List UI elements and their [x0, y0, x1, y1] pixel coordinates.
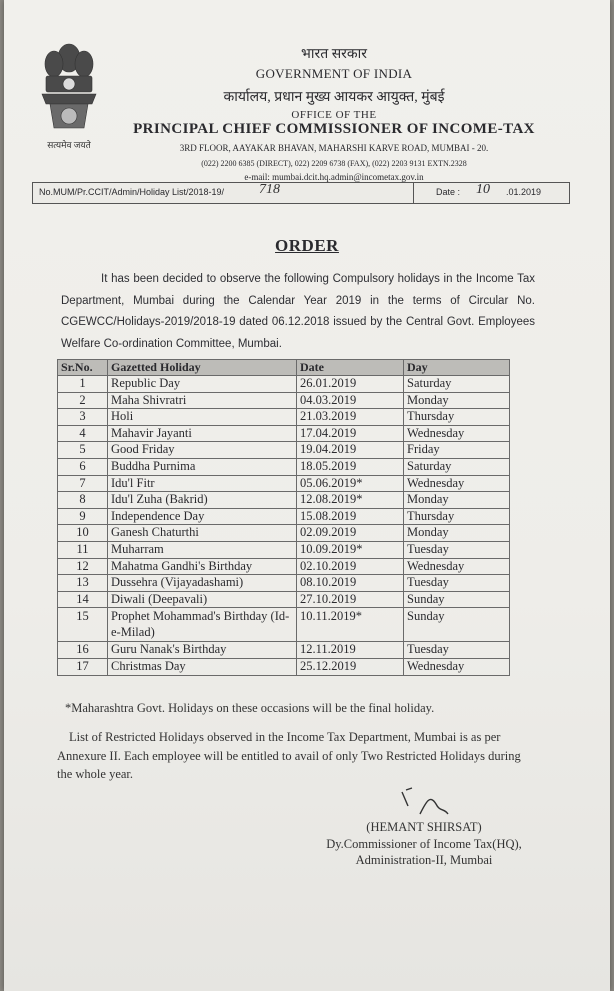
maharashtra-note: *Maharashtra Govt. Holidays on these occasions will be the final holiday.: [65, 701, 435, 715]
cell-date: 27.10.2019: [297, 591, 404, 608]
cell-date: 02.10.2019: [297, 558, 404, 575]
cell-srno: 7: [58, 475, 108, 492]
table-row: [58, 541, 510, 558]
reference-date: [413, 183, 569, 203]
cell-date: 12.08.2019*: [297, 492, 404, 509]
handwritten-number: 718: [259, 182, 280, 197]
cell-day: Wednesday: [404, 425, 510, 442]
table-row: [58, 525, 510, 542]
header-email: e-mail: mumbai.dcit.hq.admin@incometax.gov.in: [244, 172, 424, 182]
header-address: 3RD FLOOR, AAYAKAR BHAVAN, MAHARSHI KARVE ROAD, MUMBAI - 20.: [179, 143, 489, 153]
cell-day: Monday: [404, 525, 510, 542]
cell-date: 08.10.2019: [297, 575, 404, 592]
cell-date: 15.08.2019: [297, 508, 404, 525]
header-pcc: PRINCIPAL CHIEF COMMISSIONER OF INCOME-TAX: [133, 121, 535, 137]
table-row: [58, 658, 510, 675]
cell-date: 02.09.2019: [297, 525, 404, 542]
table-row: [58, 608, 510, 642]
cell-day: Sunday: [404, 608, 510, 642]
table-row: [58, 475, 510, 492]
cell-srno: 11: [58, 541, 108, 558]
cell-day: Saturday: [404, 376, 510, 393]
cell-date: 17.04.2019: [297, 425, 404, 442]
cell-holiday: Idu'l Fitr: [108, 475, 297, 492]
cell-holiday: Mahavir Jayanti: [108, 425, 297, 442]
cell-date: 18.05.2019: [297, 458, 404, 475]
cell-srno: 5: [58, 442, 108, 459]
cell-holiday: Mahatma Gandhi's Birthday: [108, 558, 297, 575]
date-day: 10: [476, 182, 490, 197]
cell-holiday: Diwali (Deepavali): [108, 591, 297, 608]
cell-srno: 15: [58, 608, 108, 642]
header-government: GOVERNMENT OF INDIA: [255, 66, 413, 81]
cell-holiday: Guru Nanak's Birthday: [108, 642, 297, 659]
cell-srno: 1: [58, 376, 108, 393]
restricted-holidays-paragraph: List of Restricted Holidays observed in the Income Tax Department, Mumbai is as per Annexure II. Each employee will be entitled to avail of only Two Restricted Holidays during the whole year.: [57, 730, 521, 781]
cell-date: 26.01.2019: [297, 376, 404, 393]
reference-bar: [32, 182, 570, 204]
cell-holiday: Muharram: [108, 541, 297, 558]
header-office-of: OFFICE OF THE: [291, 109, 377, 121]
col-header-srno: Sr.No.: [58, 360, 108, 376]
cell-srno: 17: [58, 658, 108, 675]
cell-date: 10.09.2019*: [297, 541, 404, 558]
table-header-row: [58, 360, 510, 376]
cell-srno: 10: [58, 525, 108, 542]
cell-holiday: Christmas Day: [108, 658, 297, 675]
table-row: [58, 442, 510, 459]
cell-holiday: Dussehra (Vijayadashami): [108, 575, 297, 592]
table-row: [58, 409, 510, 426]
cell-day: Wednesday: [404, 475, 510, 492]
reference-number: No.MUM/Pr.CCIT/Admin/Holiday List/2018-19/: [39, 187, 225, 197]
cell-srno: 9: [58, 508, 108, 525]
cell-date: 25.12.2019: [297, 658, 404, 675]
cell-date: 21.03.2019: [297, 409, 404, 426]
cell-day: Thursday: [404, 409, 510, 426]
cell-holiday: Buddha Purnima: [108, 458, 297, 475]
cell-day: Tuesday: [404, 642, 510, 659]
cell-day: Saturday: [404, 458, 510, 475]
table-row: [58, 492, 510, 509]
table-row: [58, 575, 510, 592]
document-page: [4, 0, 610, 991]
signatory-name: (HEMANT SHIRSAT): [366, 820, 482, 834]
table-row: [58, 642, 510, 659]
header-phones: (022) 2200 6385 (DIRECT), 022) 2209 6738 (FAX), (022) 2203 9131 EXTN.2328: [201, 159, 467, 168]
cell-holiday: Idu'l Zuha (Bakrid): [108, 492, 297, 509]
header-hindi-office: कार्यालय, प्रधान मुख्य आयकर आयुक्त, मुंबई: [223, 90, 445, 105]
cell-srno: 16: [58, 642, 108, 659]
cell-day: Monday: [404, 392, 510, 409]
col-header-date: Date: [297, 360, 404, 376]
cell-srno: 3: [58, 409, 108, 426]
cell-holiday: Maha Shivratri: [108, 392, 297, 409]
cell-holiday: Holi: [108, 409, 297, 426]
order-paragraph: It has been decided to observe the following Compulsory holidays in the Income Tax Department, Mumbai during the Calendar Year 2019 in the terms of Circular No. CGEWCC/Holidays-2019/2018-19 dated 06.12.2018 issued by the Central Govt. Employees Welfare Co-ordination Committee, Mumbai.: [61, 273, 535, 350]
cell-holiday: Ganesh Chaturthi: [108, 525, 297, 542]
date-label: Date :: [436, 187, 461, 197]
cell-date: 05.06.2019*: [297, 475, 404, 492]
cell-day: Thursday: [404, 508, 510, 525]
cell-day: Friday: [404, 442, 510, 459]
cell-srno: 12: [58, 558, 108, 575]
cell-day: Tuesday: [404, 541, 510, 558]
cell-srno: 4: [58, 425, 108, 442]
table-row: [58, 425, 510, 442]
cell-holiday: Prophet Mohammad's Birthday (Id-e-Milad): [108, 608, 297, 642]
cell-day: Wednesday: [404, 658, 510, 675]
cell-srno: 13: [58, 575, 108, 592]
cell-day: Sunday: [404, 591, 510, 608]
cell-srno: 6: [58, 458, 108, 475]
table-row: [58, 558, 510, 575]
cell-date: 04.03.2019: [297, 392, 404, 409]
cell-holiday: Independence Day: [108, 508, 297, 525]
table-row: [58, 591, 510, 608]
col-header-holiday: Gazetted Holiday: [108, 360, 297, 376]
cell-day: Tuesday: [404, 575, 510, 592]
cell-srno: 14: [58, 591, 108, 608]
table-row: [58, 508, 510, 525]
col-header-day: Day: [404, 360, 510, 376]
national-emblem-icon: [34, 38, 104, 150]
cell-date: 19.04.2019: [297, 442, 404, 459]
table-row: [58, 458, 510, 475]
cell-date: 12.11.2019: [297, 642, 404, 659]
date-rest: .01.2019: [506, 187, 542, 197]
cell-day: Wednesday: [404, 558, 510, 575]
emblem-motto: सत्यमेव जयते: [47, 140, 91, 150]
holiday-table: [57, 359, 510, 676]
cell-day: Monday: [404, 492, 510, 509]
signature-scribble-icon: [392, 784, 472, 824]
cell-holiday: Republic Day: [108, 376, 297, 393]
signatory-designation: Dy.Commissioner of Income Tax(HQ),: [326, 837, 522, 851]
header-hindi-government: भारत सरकार: [301, 47, 367, 62]
cell-srno: 2: [58, 392, 108, 409]
cell-date: 10.11.2019*: [297, 608, 404, 642]
cell-holiday: Good Friday: [108, 442, 297, 459]
table-row: [58, 376, 510, 393]
cell-srno: 8: [58, 492, 108, 509]
signatory-unit: Administration-II, Mumbai: [355, 853, 493, 867]
table-row: [58, 392, 510, 409]
order-title: ORDER: [275, 236, 339, 255]
